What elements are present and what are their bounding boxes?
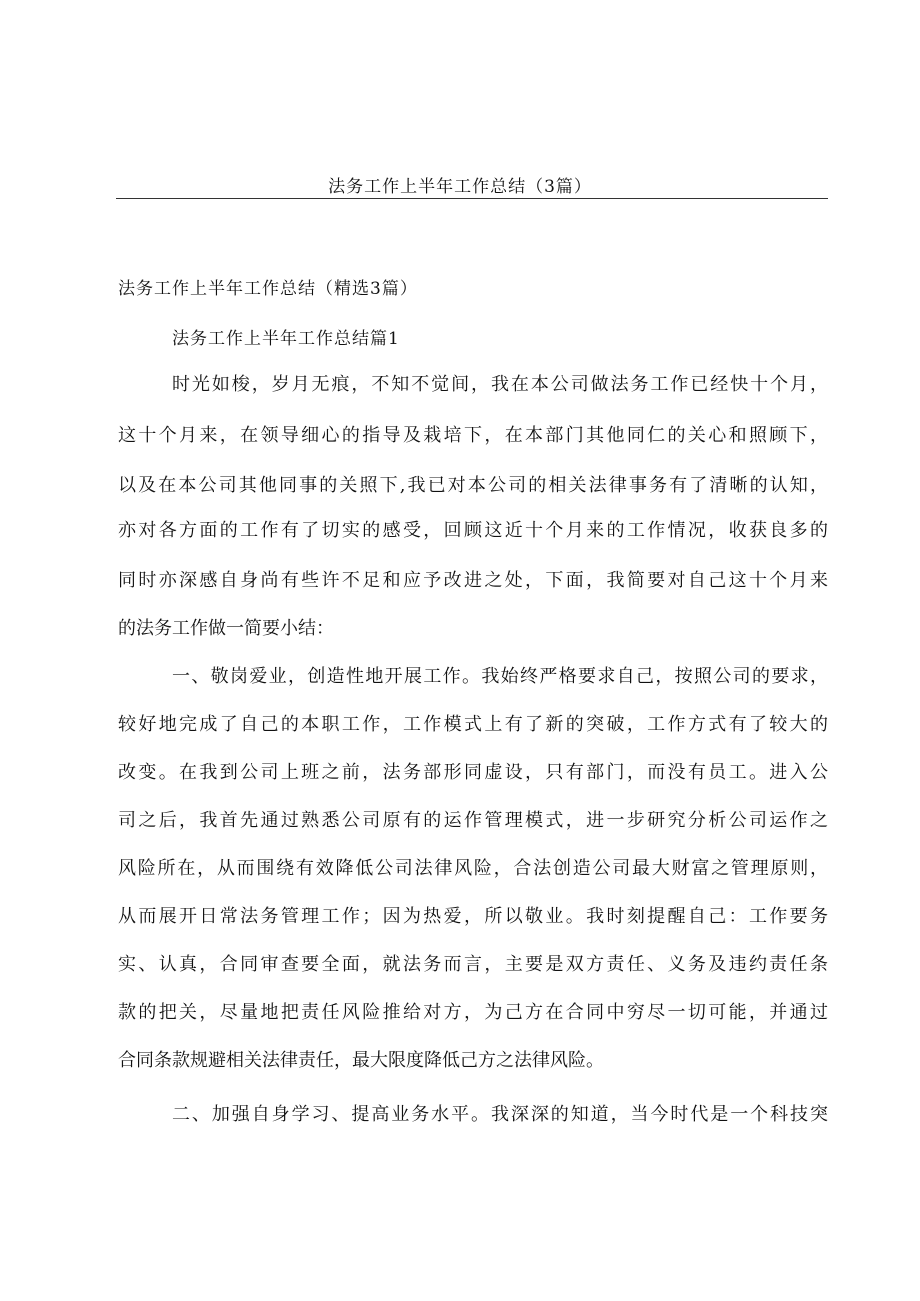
paragraph-line: 同时亦深感自身尚有些许不足和应予改进之处，下面，我简要对自己这十个月来 — [118, 570, 828, 591]
paragraph-line: 风险所在，从而围绕有效降低公司法律风险，合法创造公司最大财富之管理原则， — [118, 858, 828, 879]
paragraph-line: 从而展开日常法务管理工作；因为热爱，所以敬业。我时刻提醒自己：工作要务 — [118, 906, 828, 927]
paragraph-line: 合同条款规避相关法律责任，最大限度降低己方之法律风险。 — [118, 1050, 604, 1071]
paragraph-line: 亦对各方面的工作有了切实的感受，回顾这近十个月来的工作情况，收获良多的 — [118, 520, 828, 541]
section-heading: 法务工作上半年工作总结篇1 — [172, 329, 400, 349]
paragraph-line: 以及在本公司其他同事的关照下,我已对本公司的相关法律事务有了清晰的认知， — [118, 475, 828, 496]
header-divider — [116, 198, 828, 199]
paragraph-line: 二、加强自身学习、提高业务水平。我深深的知道，当今时代是一个科技突 — [172, 1104, 828, 1125]
paragraph-line: 较好地完成了自己的本职工作，工作模式上有了新的突破，工作方式有了较大的 — [118, 714, 828, 735]
paragraph-line: 改变。在我到公司上班之前，法务部形同虚设，只有部门，而没有员工。进入公 — [118, 762, 828, 783]
paragraph-line: 的法务工作做一简要小结： — [118, 618, 334, 639]
paragraph-line: 司之后，我首先通过熟悉公司原有的运作管理模式，进一步研究分析公司运作之 — [118, 810, 828, 831]
paragraph-line: 款的把关，尽量地把责任风险推给对方，为己方在合同中穷尽一切可能，并通过 — [118, 1002, 828, 1023]
page-title: 法务工作上半年工作总结（3篇） — [328, 177, 592, 197]
paragraph-line: 实、认真，合同审查要全面，就法务而言，主要是双方责任、义务及违约责任条 — [118, 954, 828, 975]
paragraph-line: 一、敬岗爱业，创造性地开展工作。我始终严格要求自己，按照公司的要求， — [172, 666, 828, 687]
paragraph-line: 时光如梭，岁月无痕，不知不觉间，我在本公司做法务工作已经快十个月， — [172, 374, 828, 395]
document-subtitle: 法务工作上半年工作总结（精选3篇） — [118, 279, 418, 299]
paragraph-line: 这十个月来，在领导细心的指导及栽培下，在本部门其他同仁的关心和照顾下， — [118, 425, 828, 446]
